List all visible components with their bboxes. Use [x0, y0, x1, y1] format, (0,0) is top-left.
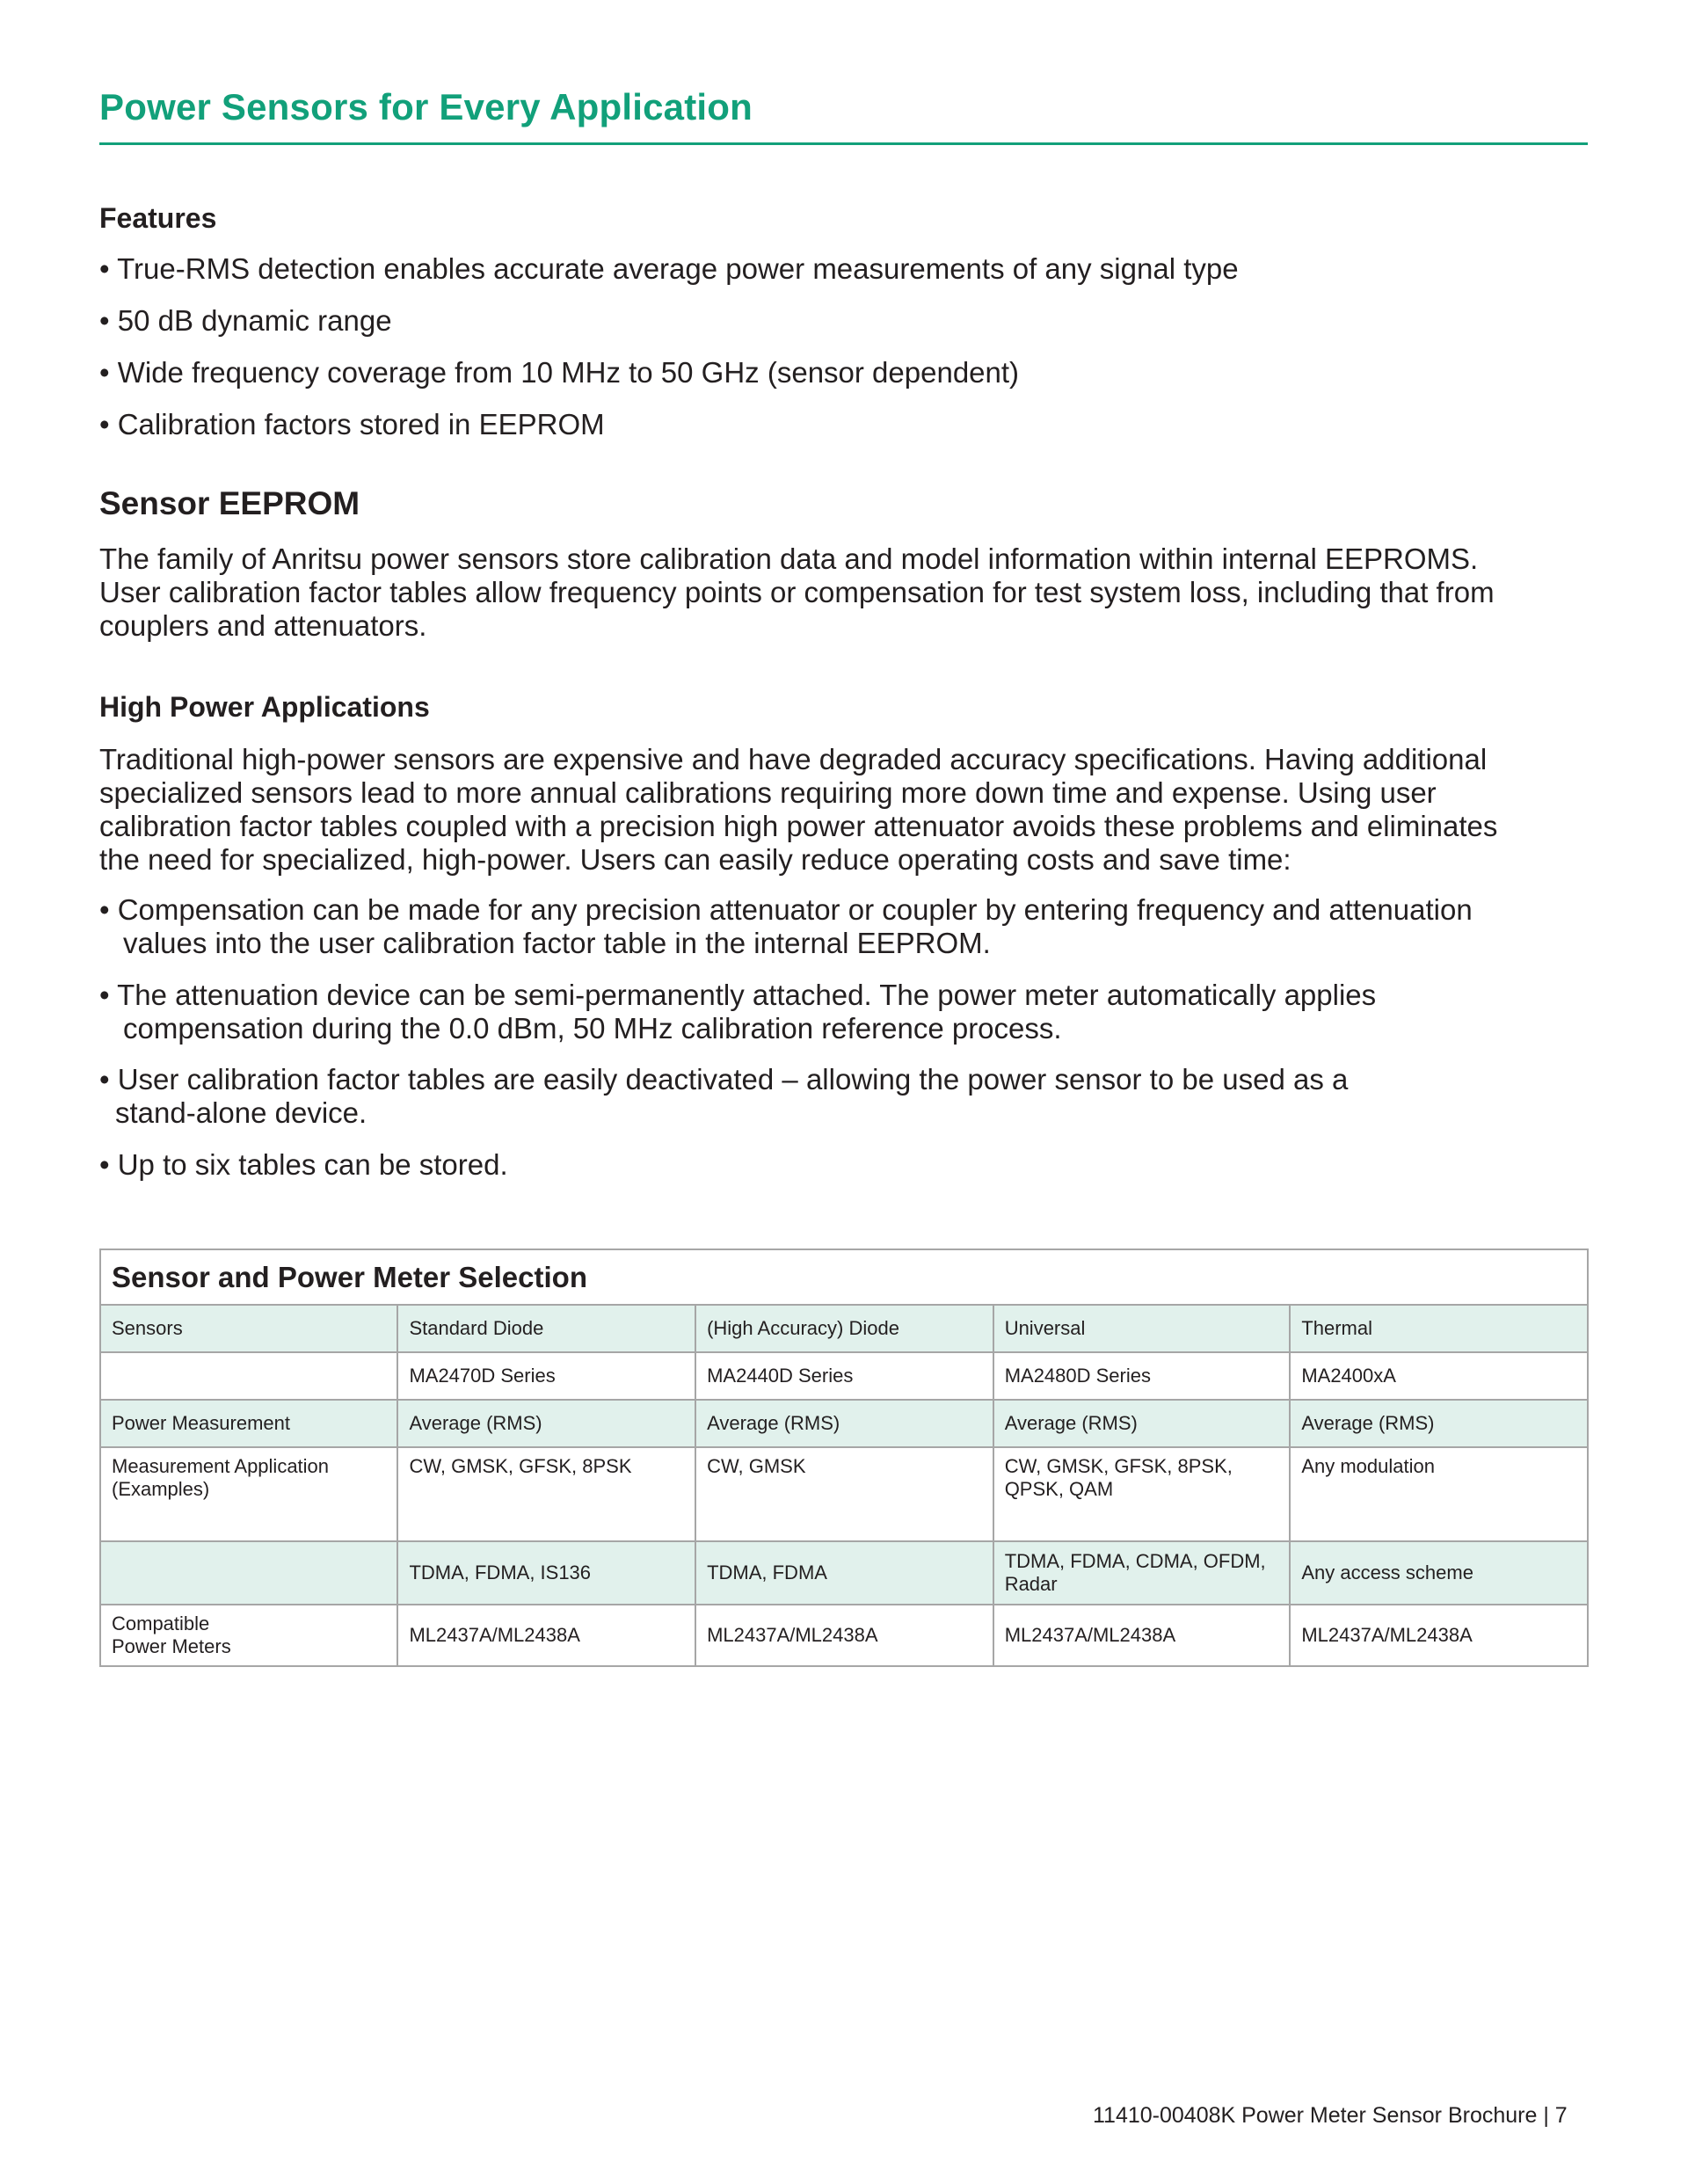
- high-power-paragraph: [99, 743, 1497, 877]
- table-cell: Universal: [993, 1305, 1291, 1352]
- bullet-line: stand-alone device.: [115, 1096, 367, 1129]
- table-row: [100, 1400, 1588, 1447]
- cell-line: Power Meters: [112, 1635, 231, 1657]
- feature-item: • True-RMS detection enables accurate average power measurements of any signal type: [99, 252, 1239, 285]
- table-cell: Average (RMS): [695, 1400, 993, 1447]
- table-cell: MA2480D Series: [993, 1352, 1291, 1400]
- page-title: Power Sensors for Every Application: [99, 86, 753, 127]
- table-row: [100, 1305, 1588, 1352]
- eeprom-heading: Sensor EEPROM: [99, 485, 360, 521]
- table-cell: Average (RMS): [397, 1400, 695, 1447]
- table-cell: Any modulation: [1290, 1447, 1588, 1541]
- bullet-line: values into the user calibration factor table in the internal EEPROM.: [123, 927, 991, 959]
- paragraph-line: couplers and attenuators.: [99, 609, 427, 642]
- page-footer: 11410-00408K Power Meter Sensor Brochure | 7: [1093, 2103, 1568, 2128]
- title-divider: [99, 142, 1588, 145]
- sensor-selection-table: [99, 1249, 1589, 1667]
- cell-line: Radar: [1004, 1573, 1058, 1595]
- table-cell: TDMA, FDMA: [695, 1541, 993, 1605]
- cell-line: CW, GMSK, GFSK, 8PSK,: [1004, 1455, 1233, 1477]
- paragraph-line: the need for specialized, high-power. Users can easily reduce operating costs and save time:: [99, 843, 1291, 876]
- table-row: [100, 1352, 1588, 1400]
- bullet-line: compensation during the 0.0 dBm, 50 MHz calibration reference process.: [123, 1012, 1062, 1045]
- table-cell: Standard Diode: [397, 1305, 695, 1352]
- table-cell: CW, GMSK: [695, 1447, 993, 1541]
- paragraph-line: calibration factor tables coupled with a precision high power attenuator avoids these problems and eliminates: [99, 810, 1498, 842]
- table-cell: (High Accuracy) Diode: [695, 1305, 993, 1352]
- table-cell: [100, 1447, 397, 1541]
- table-row: [100, 1605, 1588, 1666]
- table-cell: Average (RMS): [993, 1400, 1291, 1447]
- table-cell: CW, GMSK, GFSK, 8PSK: [397, 1447, 695, 1541]
- table-cell: [993, 1447, 1291, 1541]
- table-caption: Sensor and Power Meter Selection: [100, 1249, 1588, 1305]
- table-cell: Sensors: [100, 1305, 397, 1352]
- feature-item: • Wide frequency coverage from 10 MHz to 50 GHz (sensor dependent): [99, 356, 1020, 389]
- feature-item: • 50 dB dynamic range: [99, 304, 392, 337]
- high-power-bullet: [99, 893, 1473, 960]
- paragraph-line: User calibration factor tables allow frequency points or compensation for test system loss, including that from: [99, 576, 1495, 608]
- table-cell: Average (RMS): [1290, 1400, 1588, 1447]
- cell-line: Measurement Application: [112, 1455, 330, 1477]
- bullet-line: • The attenuation device can be semi-permanently attached. The power meter automatically applies: [99, 979, 1377, 1011]
- cell-line: QPSK, QAM: [1004, 1478, 1114, 1500]
- table-cell: [100, 1605, 397, 1666]
- table-cell: [100, 1541, 397, 1605]
- cell-line: TDMA, FDMA, CDMA, OFDM,: [1004, 1550, 1266, 1572]
- paragraph-line: The family of Anritsu power sensors store calibration data and model information within internal EEPROMS.: [99, 542, 1479, 575]
- table-cell: ML2437A/ML2438A: [695, 1605, 993, 1666]
- table-cell: [100, 1352, 397, 1400]
- high-power-bullet: [99, 1063, 1348, 1130]
- table-cell: MA2400xA: [1290, 1352, 1588, 1400]
- high-power-heading: High Power Applications: [99, 691, 430, 723]
- cell-line: (Examples): [112, 1478, 210, 1500]
- table-cell: Any access scheme: [1290, 1541, 1588, 1605]
- table-cell: ML2437A/ML2438A: [397, 1605, 695, 1666]
- eeprom-paragraph: [99, 542, 1495, 643]
- table-cell: TDMA, FDMA, IS136: [397, 1541, 695, 1605]
- bullet-line: • Up to six tables can be stored.: [99, 1148, 508, 1181]
- paragraph-line: specialized sensors lead to more annual calibrations requiring more down time and expense. Using user: [99, 776, 1437, 809]
- table-cell: Power Measurement: [100, 1400, 397, 1447]
- table-cell: MA2470D Series: [397, 1352, 695, 1400]
- table-cell: [993, 1541, 1291, 1605]
- table-row: [100, 1447, 1588, 1541]
- table-cell: MA2440D Series: [695, 1352, 993, 1400]
- features-heading: Features: [99, 202, 217, 234]
- bullet-line: • Compensation can be made for any precision attenuator or coupler by entering frequency and attenuation: [99, 893, 1473, 926]
- table-cell: Thermal: [1290, 1305, 1588, 1352]
- high-power-bullet: [99, 979, 1376, 1045]
- table-row: [100, 1541, 1588, 1605]
- table-cell: ML2437A/ML2438A: [993, 1605, 1291, 1666]
- bullet-line: • User calibration factor tables are easily deactivated – allowing the power sensor to be used as a: [99, 1063, 1349, 1096]
- paragraph-line: Traditional high-power sensors are expensive and have degraded accuracy specifications. Having additional: [99, 743, 1488, 775]
- high-power-bullet: [99, 1148, 508, 1182]
- table-cell: ML2437A/ML2438A: [1290, 1605, 1588, 1666]
- feature-item: • Calibration factors stored in EEPROM: [99, 408, 605, 440]
- cell-line: Compatible: [112, 1613, 210, 1634]
